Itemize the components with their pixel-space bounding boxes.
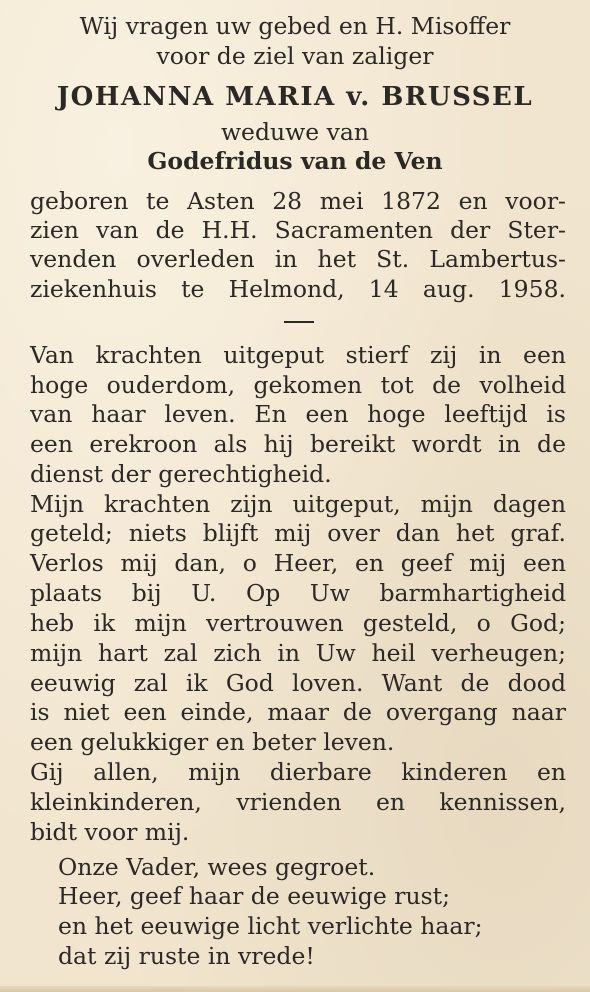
birth-line: ziekenhuis te Helmond, 14 aug. 1958.: [30, 275, 566, 303]
prayer-line: dat zij ruste in vrede!: [58, 942, 315, 970]
text-line: bidt voor mij.: [30, 818, 190, 846]
card-bottom-edge: [0, 986, 590, 992]
prayer-line: en het eeuwige licht verlichte haar;: [58, 912, 483, 940]
text-line: hoge ouderdom, gekomen tot de volheid: [30, 371, 566, 399]
birth-line: zien van de H.H. Sacramenten der Ster-: [30, 216, 566, 244]
text-line: plaats bij U. Op Uw barmhartigheid: [30, 579, 566, 607]
text-line: Van krachten uitgeput stierf zij in een: [30, 341, 566, 369]
prayer-line: Heer, geef haar de eeuwige rust;: [58, 882, 450, 910]
deceased-name: JOHANNA MARIA v. BRUSSEL: [56, 82, 534, 112]
text-line: kleinkinderen, vrienden en kennissen,: [30, 788, 566, 816]
prayer-line: Onze Vader, wees gegroet.: [58, 853, 376, 881]
text-line: Verlos mij dan, o Heer, en geef mij een: [30, 549, 566, 577]
text-line: dienst der gerechtigheid.: [30, 460, 332, 488]
text-line: een gelukkiger en beter leven.: [30, 728, 395, 756]
header-line-1: Wij vragen uw gebed en H. Misoffer: [79, 12, 511, 40]
text-line: een erekroon als hij bereikt wordt in de: [30, 430, 566, 458]
birth-line: geboren te Asten 28 mei 1872 en voor-: [30, 187, 566, 215]
widow-of-label: weduwe van: [220, 118, 370, 146]
birth-line: venden overleden in het St. Lambertus-: [30, 245, 566, 273]
text-line: eeuwig zal ik God loven. Want de dood: [30, 669, 566, 697]
text-line: is niet een einde, maar de overgang naar: [30, 698, 566, 726]
text-line: heb ik mijn vertrouwen gesteld, o God;: [30, 609, 566, 637]
text-line: Gij allen, mijn dierbare kinderen en: [30, 758, 566, 786]
text-line: van haar leven. En een hoge leeftijd is: [30, 400, 566, 428]
header-line-2: voor de ziel van zaliger: [156, 42, 434, 70]
text-line: geteld; niets blijft mij over dan het graf.: [30, 519, 566, 547]
text-line: mijn hart zal zich in Uw heil verheugen;: [30, 639, 566, 667]
separator-dash: [284, 321, 314, 323]
husband-name: Godefridus van de Ven: [147, 147, 443, 175]
text-line: Mijn krachten zijn uitgeput, mijn dagen: [30, 490, 566, 518]
